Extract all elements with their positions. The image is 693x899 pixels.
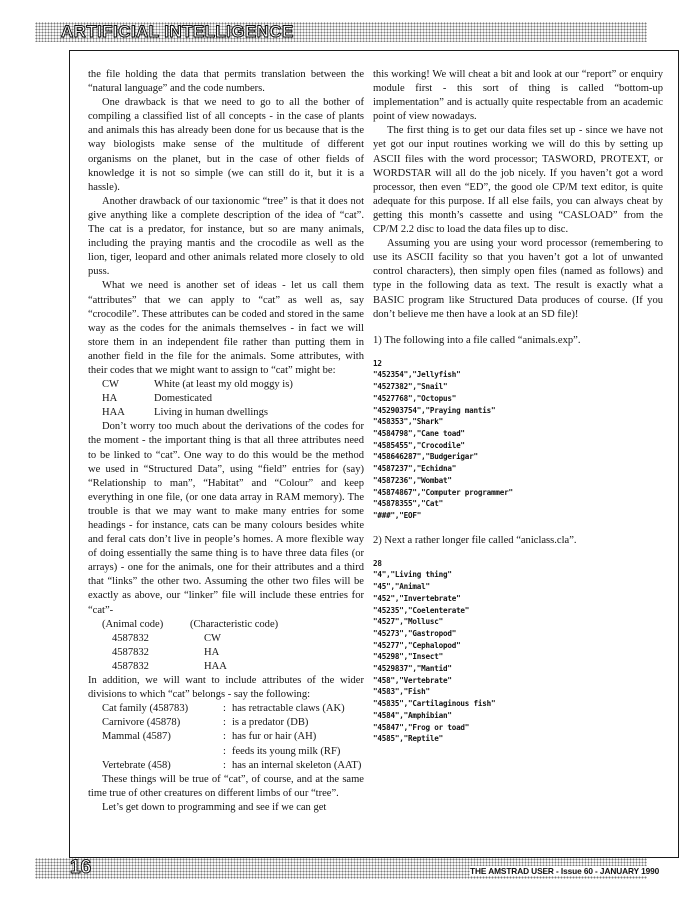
attribute-code: HAA [102,407,125,419]
division-row [88,702,364,716]
paragraph: These things will be true of “cat”, of course, and at the same time true of other creatures on different limbs of our “tree”. [88,773,364,799]
code-line: "458353","Shark" [373,417,443,427]
division-name: Vertebrate (458) [102,759,171,771]
linker-header-animal: (Animal code) [102,618,164,630]
attribute-code: CW [102,379,119,391]
code-line: "4584798","Cane toad" [373,429,465,438]
code-line: "4587236","Wombat" [373,475,452,485]
code-line: "4","Living thing" [373,570,452,580]
code-line: "4583","Fish" [373,687,430,697]
animal-code: 4587832 [112,646,149,658]
division-sep: : [223,745,226,757]
division-sep: : [223,703,226,715]
listing-heading: 1) The following into a file called “animals.exp”. [373,334,581,346]
char-code: HAA [204,660,227,672]
wider-divisions-list [88,702,364,772]
attribute-row [88,378,364,392]
division-name: Carnivore (45878) [102,717,181,729]
code-line: "45878355","Cat" [373,499,443,509]
division-name [88,745,223,759]
paragraph: the file holding the data that permits translation between the “natural language” and the code numbers. [88,69,364,95]
code-line: "45835","Cartilaginous fish" [373,699,496,709]
attribute-list [88,378,364,420]
code-line: "4527768","Octopus" [373,393,457,403]
paragraph: Another drawback of our taxionomic “tree” is that it does not give anything like a complete description of the idea of “cat”. The cat is a predator, for instance, but so are many animals, including the praying mantis and the crocodile as well as the lion, tiger, leopard and other animals related more closely to old puss. [88,195,364,278]
code-line: "452903754","Praying mantis" [373,405,496,415]
code-line: "452","Invertebrate" [373,593,461,603]
paragraph: Assuming you are using your word processor (remembering to use its ASCII facility so that you haven’t got a lot of unwanted control characters), then simply open files (named as follows) and type in the following data as text. The result is exactly what a BASIC program like Structured Data produces of course. (If you don’t believe me then have a look at an SD file)! [373,238,663,320]
division-sep: : [223,731,226,743]
division-sep: : [223,759,226,771]
linker-header-char: (Characteristic code) [190,618,279,630]
code-line: "45298","Insect" [373,652,443,662]
attribute-desc: Living in human dwellings [154,407,268,419]
right-column [373,68,663,745]
left-column [88,68,364,815]
code-line: 12 [373,358,382,368]
division-desc: has retractable claws (AK) [231,703,345,715]
code-listing [373,558,663,745]
attribute-desc: Domesticated [154,393,212,405]
attribute-row [88,406,364,420]
attribute-code: HA [102,393,118,405]
paragraph: this working! We will cheat a bit and look at our “report” or enquiry module first - this sort of thing is called “bottom-up implementation” and is actually quite respectable from an academic point of view nowadays. [373,69,663,123]
code-line: "45273","Gastropod" [373,628,457,638]
listing-heading: 2) Next a rather longer file called “aniclass.cla”. [373,534,577,546]
code-line: "458646287","Budgerigar" [373,452,478,462]
division-name: Mammal (4587) [102,731,171,743]
code-line: "4584","Amphibian" [373,710,452,720]
linker-row [88,632,364,646]
division-name: Cat family (458783) [102,703,189,715]
char-code: CW [204,632,221,644]
paragraph: What we need is another set of ideas - let us call them “attributes” that we can apply to “cat” as well as, say “crocodile”. These attributes can be coded and stored in the same way as the codes for the animals themselves - in fact we will store them in an independent file rather than putting them in another field in the file for the animals. Some attributes, with their codes that we might want to assign to “cat” might be: [88,280,364,376]
division-row [88,759,364,773]
attribute-desc: White (at least my old moggy is) [154,379,293,391]
linker-table [88,618,364,674]
code-line: "45277","Cephalopod" [373,640,461,650]
division-desc: feeds its young milk (RF) [231,745,341,757]
division-desc: has fur or hair (AH) [231,731,317,743]
division-row [88,716,364,730]
code-line: "452354","Jellyfish" [373,370,461,380]
code-line: "4527","Mollusc" [373,617,443,627]
char-code: HA [204,646,220,658]
division-sep: : [223,717,226,729]
page-number: 16 [70,857,92,878]
code-line: "4527382","Snail" [373,382,448,392]
animal-code: 4587832 [112,632,149,644]
code-listing [373,358,663,522]
division-row [88,730,364,744]
code-line: "45847","Frog or toad" [373,722,470,732]
paragraph: In addition, we will want to include attributes of the wider divisions to which “cat” belongs - say the following: [88,675,364,701]
code-line: 28 [373,558,382,568]
footer-publication: THE AMSTRAD USER - Issue 60 - JANUARY 1990 [470,866,670,876]
code-line: "458","Vertebrate" [373,675,452,685]
code-line: "45874867","Computer programmer" [373,487,513,497]
linker-row [88,646,364,660]
linker-row [88,660,364,674]
animal-code: 4587832 [112,660,149,672]
paragraph: The first thing is to get our data files set up - since we have not yet got our input routines working we will do this by setting up ASCII files with the word processor; TASWORD, PROTEXT, or WORDSTAR will all do the job nicely. If you haven’t got a word processor, then even “ED”, the good ole CP/M text editor, is quite adequate for this purpose. If all else fails, you can always cheat by getting this month’s cassette and using “CASLOAD” from the CP/M 2.2 disc to load the data files up to disc. [373,125,663,236]
code-line: "45235","Coelenterate" [373,605,470,615]
linker-header [88,618,364,632]
code-line: "45","Animal" [373,582,430,592]
paragraph: Don’t worry too much about the derivations of the codes for the moment - the important thing is that all three attributes need to be linked to “cat”. One way to do this would be the method we used in “Structured Data”, using “field” entries for (say) “Relationship to man”, “Habitat” and “Colour” and keep everything in one file, (or one data array in RAM memory). The trouble is that we may want to make many entries for some headings - for instance, cats can be many colours besides white and feral cats don’t live in people’s homes. A more flexible way of doing essentially the same thing is to have three data files (or arrays) - one for the animals, one for their attributes and a third that “links” the other two. Assuming the other two files will be exactly as above, our “linker” file will include these entries for “cat”- [88,421,364,616]
division-desc: has an internal skeleton (AAT) [231,759,362,771]
code-line: "4587237","Echidna" [373,464,457,474]
paragraph: One drawback is that we need to go to all the bother of compiling a classified list of all concepts - in the case of plants and animals this has already been done for us because that is the way biologists make sense of the multitude of different organisms on the planet, but in the case of other fields of knowledge it is not so simple (we can still do it, but it is a hassle). [88,97,364,193]
division-row [88,745,364,759]
paragraph: Let’s get down to programming and see if we can get [102,801,327,813]
division-desc: is a predator (DB) [231,717,309,729]
code-line: "4585455","Crocodile" [373,440,465,450]
attribute-row [88,392,364,406]
code-line: "4529837","Mantid" [373,664,452,674]
code-line: "4585","Reptile" [373,734,443,744]
code-line: "###","EOF" [373,510,422,520]
section-title: ARTIFICIAL INTELLIGENCE [61,22,294,41]
